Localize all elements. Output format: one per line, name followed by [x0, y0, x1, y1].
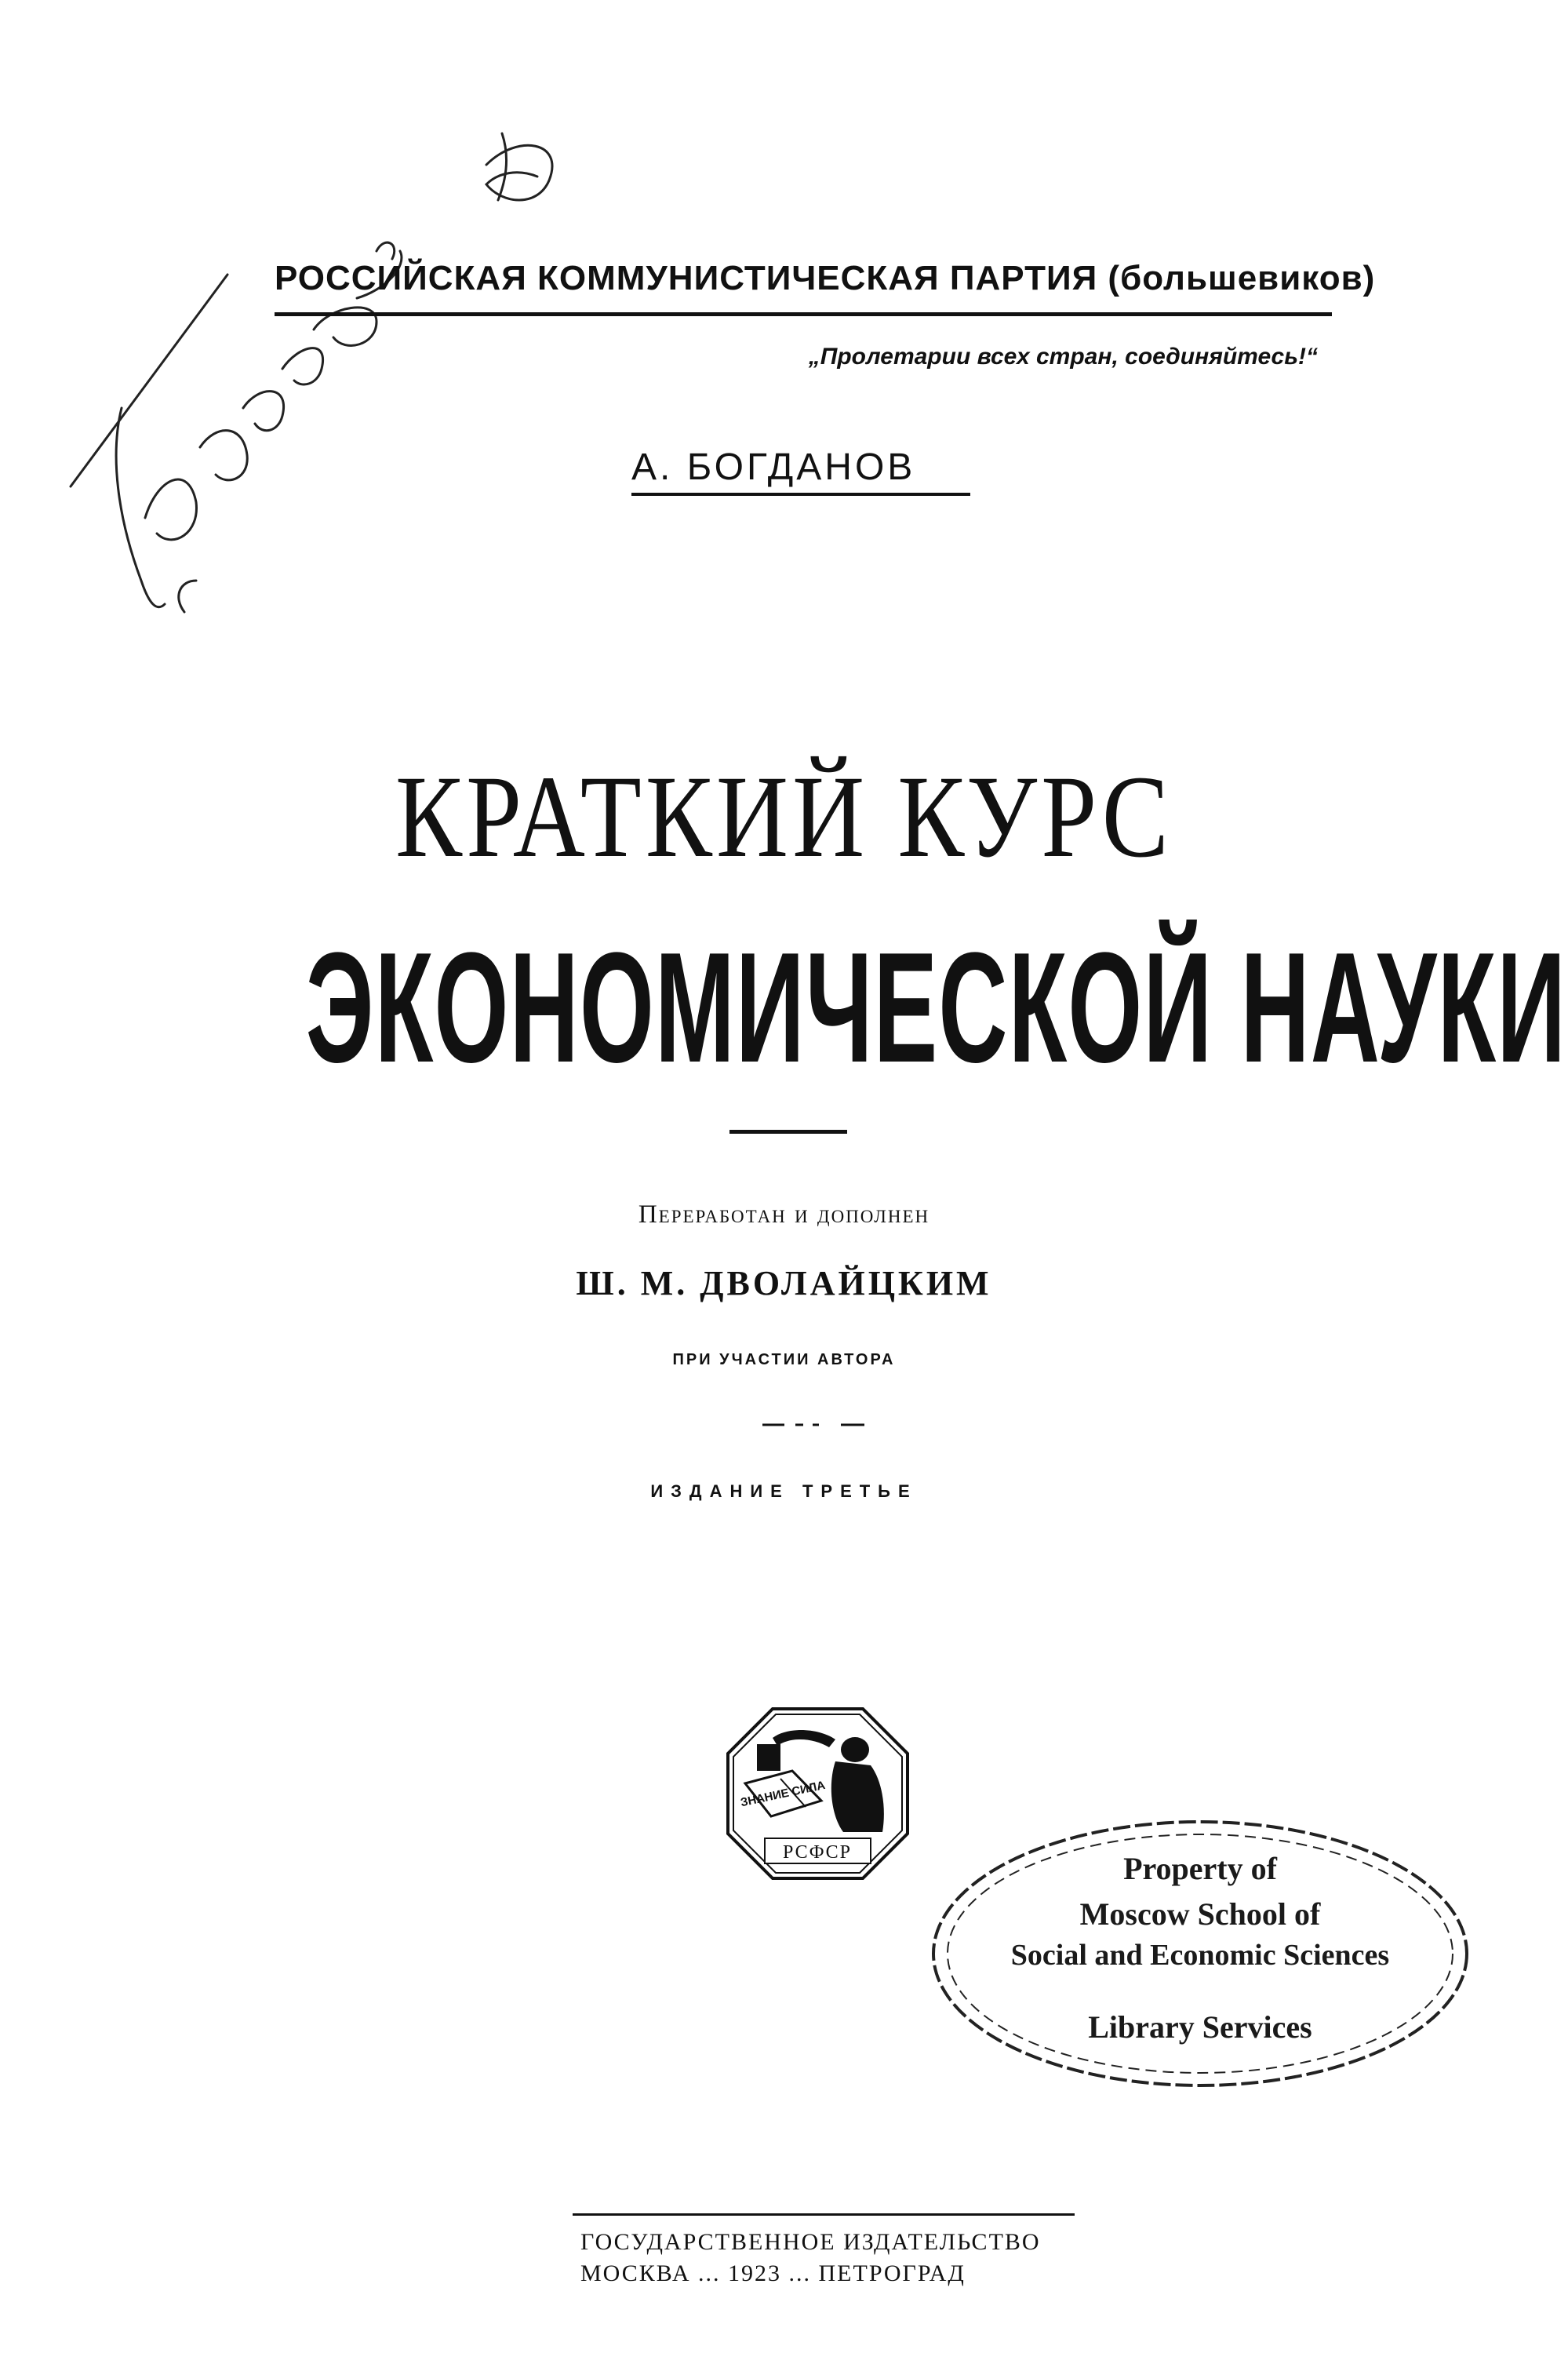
party-heading: РОССИЙСКАЯ КОММУНИСТИЧЕСКАЯ ПАРТИЯ (большевиков): [275, 259, 1376, 297]
party-underline: [275, 312, 1332, 316]
library-stamp: [926, 1812, 1475, 2095]
participation-note: ПРИ УЧАСТИИ АВТОРА: [672, 1351, 896, 1368]
dash-ornament: [762, 1423, 864, 1426]
title-line-2: ЭКОНОМИЧЕСКОЙ НАУКИ: [305, 920, 1567, 1095]
stamp-line-2: Moscow School of: [1079, 1896, 1321, 1932]
emblem-banner-text: ЗНАНИЕ СИЛА: [739, 1778, 827, 1810]
publisher-block: [580, 2227, 1067, 2289]
publisher-imprint: МОСКВА ... 1923 ... ПЕТРОГРАД: [580, 2260, 966, 2286]
edition-note: ИЗДАНИЕ ТРЕТЬЕ: [650, 1481, 918, 1501]
revised-note: Переработан и дополнен: [638, 1200, 930, 1229]
author-name: А. БОГДАНОВ: [631, 446, 916, 488]
stamp-line-3: Social and Economic Sciences: [1010, 1939, 1390, 1972]
title-divider: [729, 1130, 847, 1134]
publisher-rule: [573, 2213, 1075, 2216]
stamp-line-1: Property of: [1123, 1851, 1277, 1886]
emblem-monogram: РСФСР: [783, 1842, 852, 1863]
reviser-name: Ш. М. ДВОЛАЙЦКИМ: [576, 1264, 992, 1302]
author-underline: [631, 493, 970, 496]
publisher-name: ГОСУДАРСТВЕННОЕ ИЗДАТЕЛЬСТВО: [580, 2229, 1041, 2255]
title-line-1: КРАТКИЙ КУРС: [395, 752, 1173, 882]
motto: „Пролетарии всех стран, соединяйтесь!“: [808, 344, 1318, 370]
publisher-emblem: [726, 1706, 910, 1881]
handwritten-annotation: [47, 110, 612, 643]
stamp-line-4: Library Services: [1088, 2009, 1312, 2045]
